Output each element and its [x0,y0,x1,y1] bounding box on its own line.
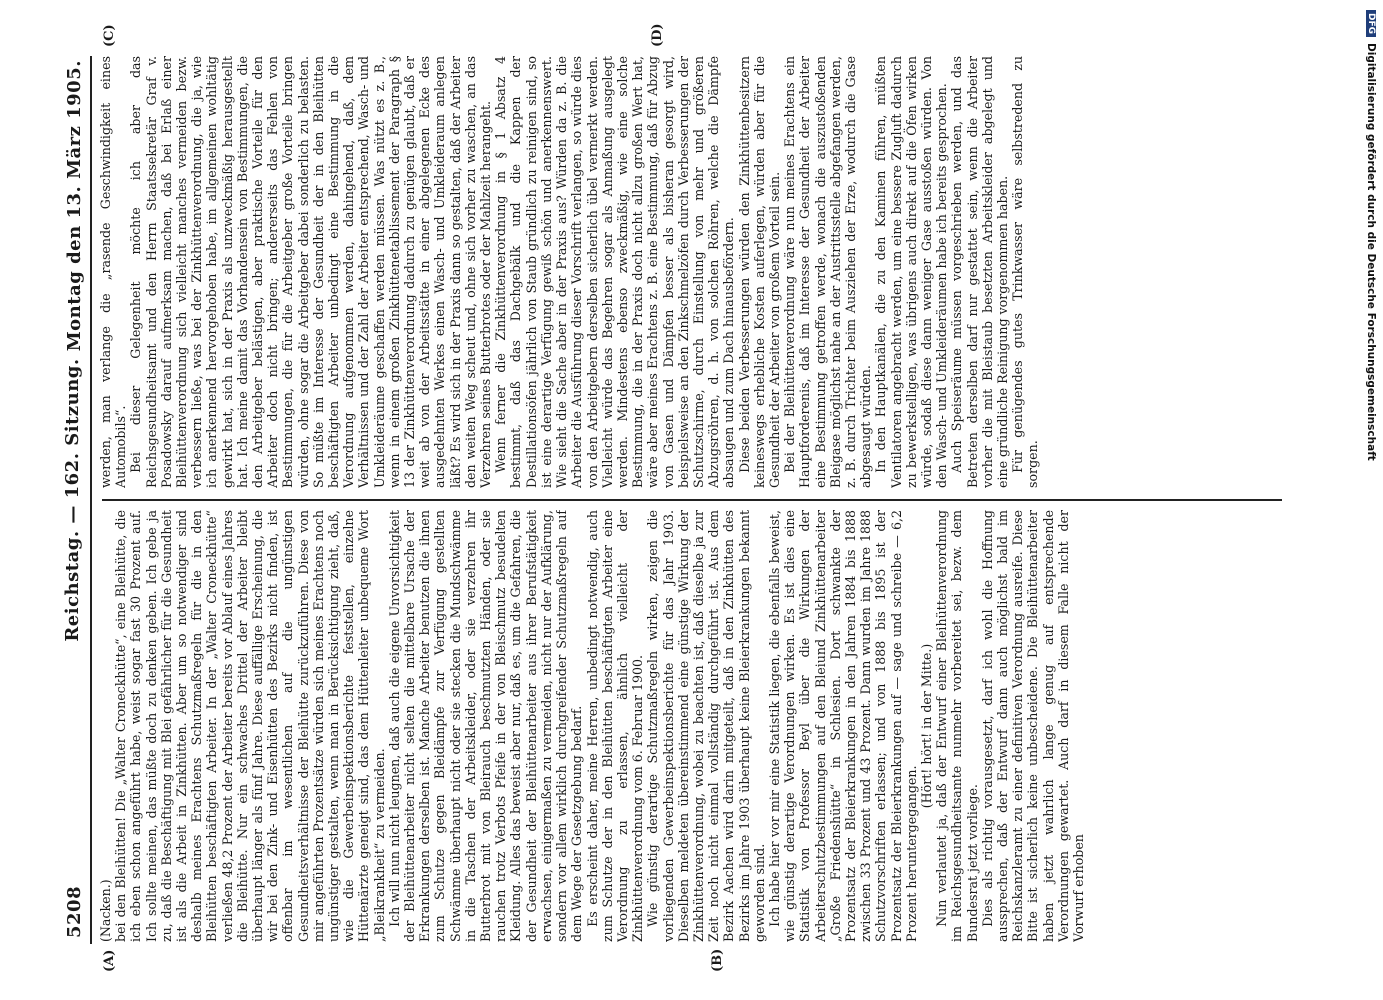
digitization-credit [1361,10,1381,990]
page-date: Montag den 13. März 1905. [64,60,85,352]
dfg-logo: DFG [1366,10,1376,37]
paragraph: Wenn ferner die Zinkhüttenverordnung in § 1 Absatz 4 bestimmt, daß das Dachgebälk und die Kappen der Destillationsöfen jährlich von Staub gründlich zu reinigen sind, so ist eine derartige Verfügung gewiß schön und anerkennenswert. Wie sieht die Sache aber in der Praxis aus? Würden da z. B. die Arbeiter die Ausführung dieser Vorschrift verlangen, so würde dies von den Arbeitgebern derselben sicherlich übel vermerkt werden. Vielleicht würde das Begehren sogar als Anmaßung ausgelegt werden. Mindestens ebenso zweckmäßig, wie eine solche Bestimmung, die in der Praxis doch nicht allzu großen Wert hat, wäre aber meines Erachtens z. B. eine Bestimmung, daß für Abzug von Gasen und Dämpfen besser als bisheran gesorgt wird, beispielsweise an den Zinkschmelzöfen durch Verbesserungen der Schutzschirme, durch Einstellung von mehr und größeren Abzugsröhren, d. h. von solchen Röhren, welche die Dämpfe absaugen und zum Dach hinausbefördern. [493,56,737,488]
header-rule [90,56,92,944]
paragraph: Bei dieser Gelegenheit möchte ich aber das Reichsgesundheitsamt und den Herrn Staatssekretär Graf v. Posadowsky darauf aufmerksam machen, daß bei Erlaß einer Bleihüttenverordnung sich vielleicht manches vermeiden bezw. verbessern ließe, was bei der Zinkhüttenverordnung, die ja, wie ich anerkennend hervorgehoben habe, im allgemeinen wohltätig gewirkt hat, sich in der Praxis als unzweckmäßig herausgestellt hat. Ich meine damit das Vorhandensein von Bestimmungen, die den Arbeitgeber belästigen, aber praktische Vorteile für den Arbeiter doch nicht bringen; andererseits das Fehlen von Bestimmungen, die für die Arbeitgeber große Vorteile bringen würden, ohne sogar die Arbeitgeber dabei sonderlich zu belasten. So müßte im Interesse der Gesundheit der in den Bleihütten beschäftigten Arbeiter unbedingt eine Bestimmung in die Verordnung aufgenommen werden, dahingehend, daß, dem Verhältnissen und der Zahl der Arbeiter entsprechend, Wasch- und Umkleideräume geschaffen werden müssen. Was nützt es z. B., wenn in einem großen Zinkhüttenetablissement der Paragraph § 13 der Zinkhüttenverordnung dadurch zu genügen glaubt, daß er weit ab von der Arbeitsstätte in einer abgelegenen Ecke des ausgedehnten Werkes einen Wasch- und Umkleideraum anlegen läßt? Es wird sich in der Praxis dann so gestalten, daß der Arbeiter den weiten Weg scheut und, ohne sich vorher zu waschen, an das Verzehren seines Butterbrotes oder der Mahlzeit herangeht. [128,56,494,488]
paragraph: Ich will nun nicht leugnen, daß auch die eigene Unvorsichtigkeit der Bleihüttenarbeiter nicht selten die mittelbare Ursache der Erkrankungen derselben ist. Manche Arbeiter benutzen die ihnen zum Schutze gegen Bleidämpfe zur Verfügung gestellten Schwämme überhaupt nicht oder sie stecken die Mundschwämme in die Taschen der Arbeitskleider, oder sie verzehren ihr Butterbrot mit von Bleirauch beschmutzten Händen, oder sie rauchen trotz Verbots Pfeife in der von Bleischmutz besudelten Kleidung. Alles das beweist aber nur, daß es, um die Gefahren, die der Gesundheit der Bleihüttenarbeiter aus ihrer Berufstätigkeit erwachsen, einigermaßen zu vermeiden, nicht nur der Aufklärung, sondern vor allem wirklich durchgreifender Schutzmaßregeln auf dem Wege der Gesetzgebung bedarf. [386,510,585,942]
paragraph: Für genügendes gutes Trinkwasser wäre selbstredend zu sorgen. [1010,56,1041,488]
margin-marker-d: (D) [650,23,665,47]
column-divider [102,499,1282,501]
paragraph: Auch Speiseräume müssen vorgeschrieben werden, und das Betreten derselben darf nur gestattet sein, wenn die Arbeiter vorher die mit Bleistaub besetzten Arbeitskleider abgelegt und eine gründliche Reinigung vorgenommen haben. [949,56,1010,488]
paragraph: werden, man verlange die „rasende Geschwindigkeit eines Automobils“. [98,56,129,488]
paragraph: bei den Bleihütten! Die „Walter Croneckhütte“, eine Bleihütte, die ich eben schon angeführt habe, weist sogar fast 30 Prozent auf. Ich sollte meinen, das müßte doch zu denken geben. Ich gebe ja zu, daß die Beschäftigung mit Blei gefährlicher für die Gesundheit ist als die Arbeit in Zinkhütten. Aber um so notwendiger sind deshalb meines Erachtens Schutzmaßregeln für die in den Bleihütten beschäftigten Arbeiter. In der „Walter Croneckhütte“ verließen 48,2 Prozent der Arbeiter bereits vor Ablauf eines Jahres die Bleihütte. Nur ein schwaches Drittel der Arbeiter bleibt überhaupt länger als fünf Jahre. Diese auffällige Erscheinung, die wir bei den Zink- und Eisenhütten des Bezirks nicht finden, ist offenbar im wesentlichen auf die ungünstigen Gesundheitsverhältnisse der Bleihütte zurückzuführen. Diese von mir angeführten Prozentsätze würden sich meines Erachtens noch ungünstiger gestalten, wenn man in Berücksichtigung zieht, daß, wie die Gewerbeinspektionsberichte feststellen, einzelne Hüttenärzte geneigt sind, das dem Hüttenleiter unbequeme Wort „Bleikrankheit“ zu vermeiden. [113,510,387,942]
document-page [50,23,1320,972]
paragraph: Wie günstig derartige Schutzmaßregeln wirken, zeigen die vorliegenden Gewerbeinspektionsberichte für das Jahr 1903. Dieselben meldeten übereinstimmend eine günstige Wirkung der Zinkhüttenverordnung, wobei zu beachten ist, daß dieselbe ja zur Zeit noch nicht einmal vollständig durchgeführt ist. Aus dem Bezirk Aachen wird darin mitgeteilt, daß in den Zinkhütten des Bezirks im Jahre 1903 überhaupt keine Bleierkrankungen bekannt geworden sind. [645,510,767,942]
paragraph: Ich habe hier vor mir eine Statistik liegen, die ebenfalls beweist, wie günstig derartige Verordnungen wirken. Es ist dies eine Statistik von Professor Beyl über die Wirkungen der Arbeiterschutzbestimmungen auf den Bleiund Zinkhüttenarbeiter „Große Friedenshütte“ in Schlesien. Dort schwankte der Prozentsatz der Bleierkrankungen in den Jahren 1884 bis 1888 zwischen 33 Prozent und 43 Prozent. Dann wurden im Jahre 1888 Schutzvorschriften erlassen; und von 1888 bis 1895 ist der Prozentsatz der Bleierkrankungen auf — sage und schreibe — 6,2 Prozent heruntergegangen. [766,510,919,942]
page-title: Reichstag. — 162. Sitzung. [62,358,83,642]
margin-marker-b: (B) [710,948,725,972]
page-number: 5208 [64,885,85,938]
digitization-credit-text: Digitalisierung gefördert durch die Deutsche Forschungsgemeinschaft [1365,43,1377,461]
margin-marker-c: (C) [102,24,117,47]
paragraph: Bei der Bleihüttenverordnung wäre nun meines Erachtens ein Hauptforderenis, daß im Interesse der Gesundheit der Arbeiter eine Bestimmung getroffen werde, wonach die auszustoßenden Bleigase möglichst nahe an der Austrittsstelle abgefangen werden, z. B. durch Trichter beim Ausziehen der Erze, wodurch die Gase abgesaugt würden. [782,56,874,488]
paragraph: Diese beiden Verbesserungen würden den Zinkhüttenbesitzern keineswegs erhebliche Kosten auferlegen, würden aber für die Gesundheit der Arbeiter von großem Vorteil sein. [736,56,782,488]
speaker-label: (Nacken.) [98,879,113,942]
paragraph: Nun verlautet ja, daß der Entwurf einer Bleihüttenverordnung im Reichsgesundheitsamte nunmehr vorbereitet sei, bezw. dem Bundesrat jetzt vorliege. [934,510,980,942]
paragraph: Dies als richtig vorausgesetzt, darf ich wohl die Hoffnung aussprechen, daß der Entwurf dann auch möglichst bald im Reichskanzleramt zu einer definitiven Verordnung ausreife. Diese Bitte ist sicherlich keine unbescheidene. Die Bleihüttenarbeiter haben jetzt wahrlich lange genug auf entsprechende Verordnungen gewartet. Auch darf in diesem Falle nicht der Vorwurf erhoben [979,510,1086,942]
text-column-right [98,56,1288,488]
text-column-left [98,510,1288,942]
paragraph: In den Hauptkanälen, die zu den Kaminen führen, müßten Ventilatoren angebracht werden, um eine bessere Zugluft dadurch zu bewerkstelligen, was übrigens auch direkt auf die Öfen wirken würde, sodaß diese dann weniger Gase ausstoßen würden. Von den Wasch- und Umkleideräumen habe ich bereits gesprochen. [873,56,950,488]
margin-marker-a: (A) [102,949,117,972]
paragraph: Es erscheint daher, meine Herren, unbedingt notwendig, auch zum Schutze der in den Bleihütten beschäftigten Arbeiter eine Verordnung zu erlassen, ähnlich vielleicht der Zinkhüttenverordnung vom 6. Februar 1900. [584,510,646,942]
interjection: (Hört! hört! in der Mitte.) [918,643,934,809]
page-header [58,50,88,950]
